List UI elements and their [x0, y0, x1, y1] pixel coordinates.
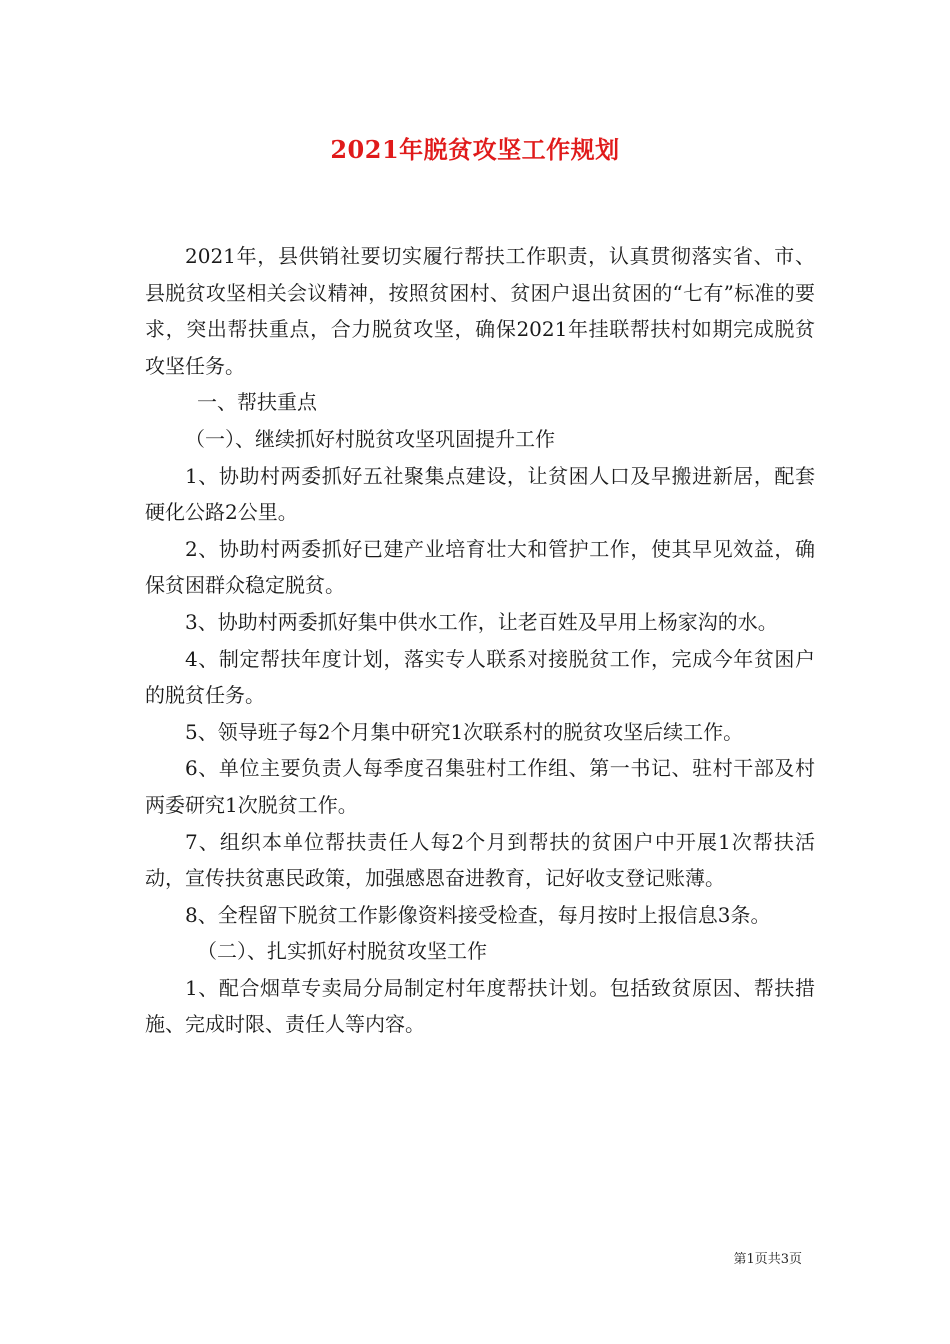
list-item: 6、单位主要负责人每季度召集驻村工作组、第一书记、驻村干部及村两委研究1次脱贫工作。	[145, 756, 815, 817]
list-item: 4、制定帮扶年度计划，落实专人联系对接脱贫工作，完成今年贫困户的脱贫任务。	[145, 646, 815, 708]
list-item: 2、协助村两委抓好已建产业培育壮大和管护工作，使其早见效益，确保贫困群众稳定脱贫。	[145, 536, 815, 598]
list-item: 5、领导班子每2个月集中研究1次联系村的脱贫攻坚后续工作。	[185, 719, 744, 744]
page-number: 第1页共3页	[733, 1252, 802, 1267]
document-body	[145, 238, 815, 1043]
list-item: 7、组织本单位帮扶责任人每2个月到帮扶的贫困户中开展1次帮扶活动，宣传扶贫惠民政策，加强感恩奋进教育，记好收支登记账薄。	[145, 829, 815, 891]
list-item: 1、配合烟草专卖局分局制定村年度帮扶计划。包括致贫原因、帮扶措施、完成时限、责任人等内容。	[145, 975, 815, 1037]
document-title: 2021年脱贫攻坚工作规划	[330, 135, 620, 164]
intro-paragraph: 2021年，县供销社要切实履行帮扶工作职责，认真贯彻落实省、市、县脱贫攻坚相关会议精神，按照贫困村、贫困户退出贫困的“七有”标准的要求，突出帮扶重点，合力脱贫攻坚，确保2021年挂联帮扶村如期完成脱贫攻坚任务。	[145, 244, 815, 378]
subsection-heading-1: （一）、继续抓好村脱贫攻坚巩固提升工作	[185, 426, 555, 451]
list-item: 8、全程留下脱贫工作影像资料接受检查，每月按时上报信息3条。	[185, 902, 771, 927]
section-heading-1: 一、帮扶重点	[197, 390, 317, 415]
subsection-heading-2: （二）、扎实抓好村脱贫攻坚工作	[197, 939, 487, 964]
list-item: 1、协助村两委抓好五社聚集点建设，让贫困人口及早搬进新居，配套硬化公路2公里。	[145, 463, 815, 525]
list-item: 3、协助村两委抓好集中供水工作，让老百姓及早用上杨家沟的水。	[185, 609, 778, 634]
